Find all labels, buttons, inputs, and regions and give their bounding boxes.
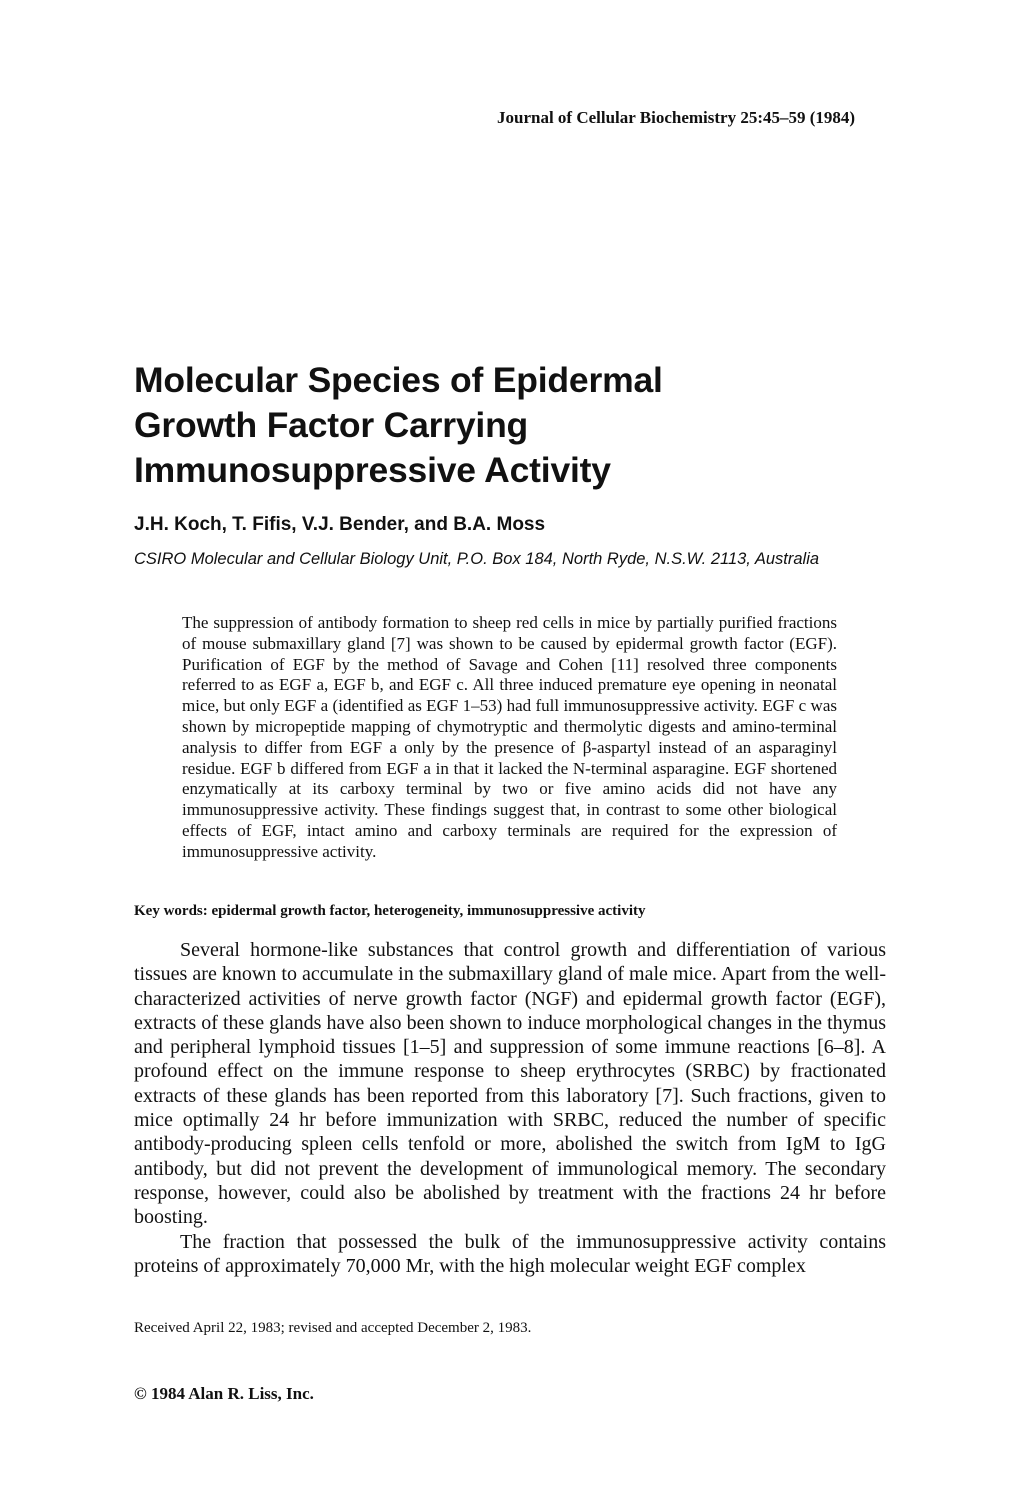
affiliation: CSIRO Molecular and Cellular Biology Unit, P.O. Box 184, North Ryde, N.S.W. 2113, Australia: [134, 550, 820, 568]
keywords: Key words: epidermal growth factor, heterogeneity, immunosuppressive activity: [134, 903, 646, 919]
author-list: J.H. Koch, T. Fifis, V.J. Bender, and B.A. Moss: [134, 514, 546, 535]
journal-citation: Journal of Cellular Biochemistry 25:45–59 (1984): [497, 108, 856, 127]
article-title: [134, 358, 854, 493]
title-line: Growth Factor Carrying: [134, 405, 529, 445]
abstract: [182, 613, 837, 863]
abstract-text: The suppression of antibody formation to sheep red cells in mice by partially purified fractions of mouse submaxillary gland [7] was shown to be caused by epidermal growth factor (EGF). Purification of EGF by the method of Savage and Cohen [11] resolved three components referred to as EGF a, EGF b, and EGF c. All three induced premature eye opening in neonatal mice, but only EGF a (identified as EGF 1–53) had full immunosuppressive activity. EGF c was shown by micropeptide mapping of chymotryptic and thermolytic digests and amino-terminal analysis to differ from EGF a only by the presence of β-aspartyl instead of an asparaginyl residue. EGF b differed from EGF a in that it lacked the N-terminal asparagine. EGF shortened enzymatically at its carboxy terminal by two or five amino acids did not have any immunosuppressive activity. These findings suggest that, in contrast to some other biological effects of EGF, intact amino and carboxy terminals are required for the expression of immunosuppressive activity.: [182, 613, 837, 861]
body-paragraph: The fraction that possessed the bulk of the immunosuppressive activity contains proteins of approximately 70,000 Mr, with the high molecular weight EGF complex: [134, 1230, 886, 1277]
body-text: [134, 938, 886, 1278]
received-note: Received April 22, 1983; revised and accepted December 2, 1983.: [134, 1320, 532, 1336]
title-line: Immunosuppressive Activity: [134, 450, 611, 490]
title-line: Molecular Species of Epidermal: [134, 360, 663, 400]
body-paragraph: Several hormone-like substances that control growth and differentiation of various tissues are known to accumulate in the submaxillary gland of male mice. Apart from the well-characterized activities of nerve growth factor (NGF) and epidermal growth factor (EGF), extracts of these glands have also been shown to induce morphological changes in the thymus and peripheral lymphoid tissues [1–5] and suppression of some immune reactions [6–8]. A profound effect on the immune response to sheep erythrocytes (SRBC) by fractionated extracts of these glands has been reported from this laboratory [7]. Such fractions, given to mice optimally 24 hr before immunization with SRBC, reduced the number of specific antibody-producing spleen cells tenfold or more, abolished the switch from IgM to IgG antibody, but did not prevent the development of immunological memory. The secondary response, however, could also be abolished by treatment with the fractions 24 hr before boosting.: [134, 939, 886, 1229]
copyright: © 1984 Alan R. Liss, Inc.: [134, 1384, 314, 1403]
